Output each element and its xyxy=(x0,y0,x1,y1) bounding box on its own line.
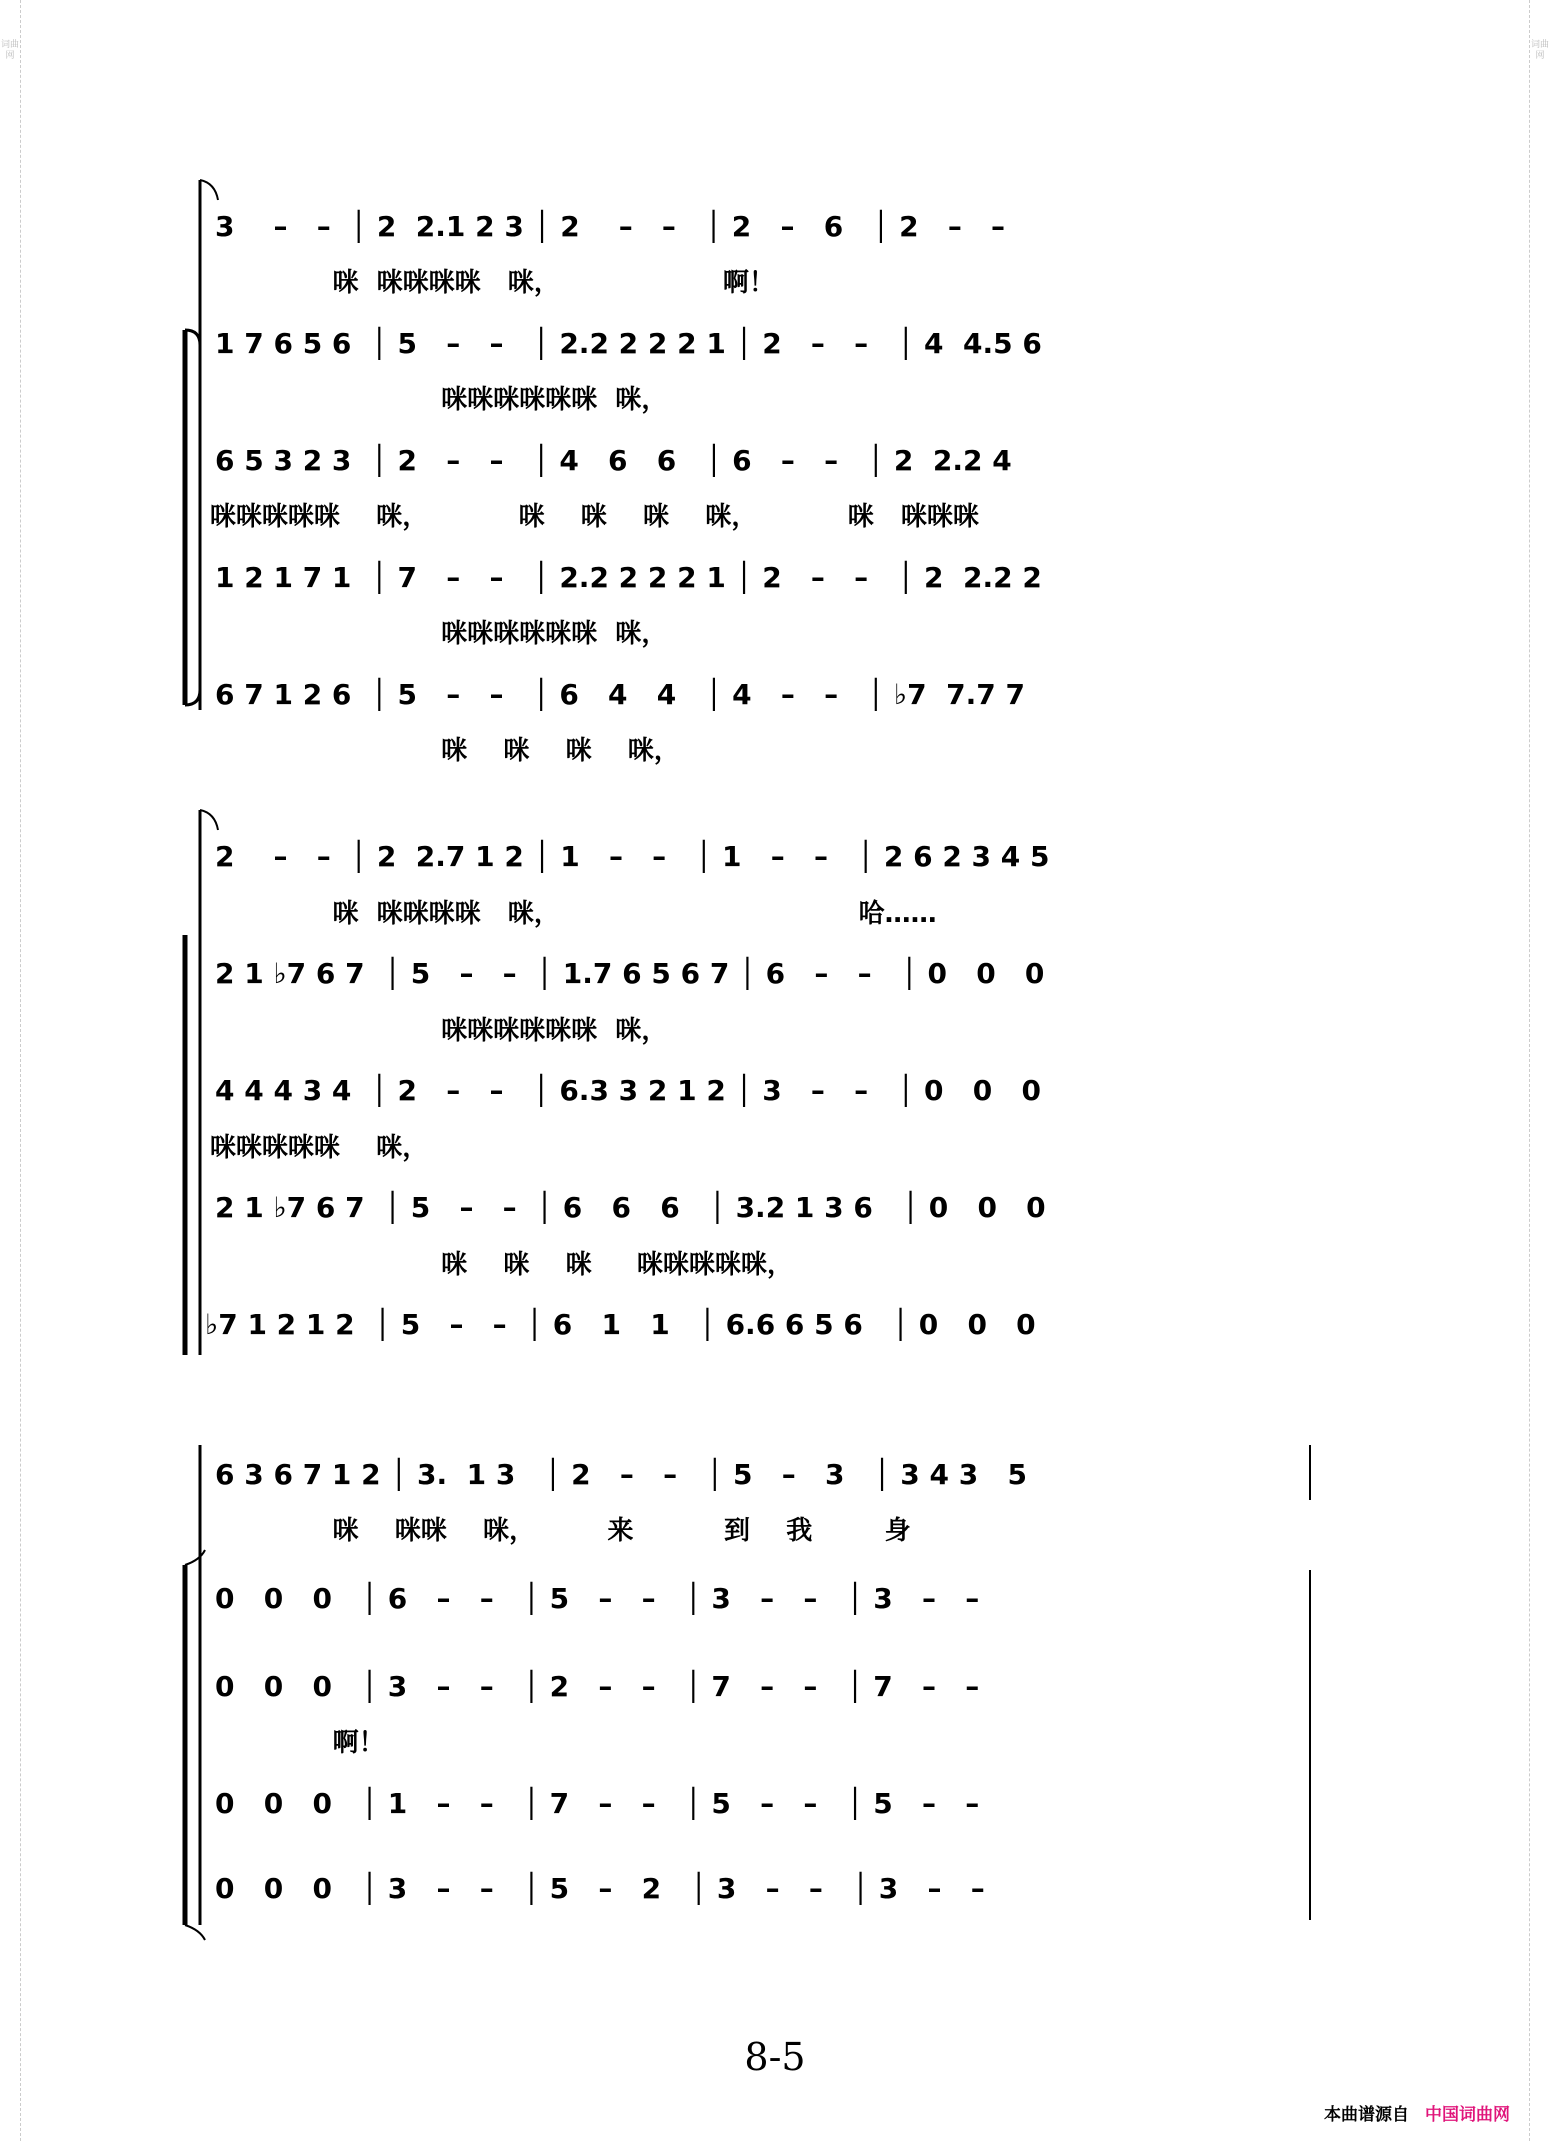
staff-2-1-notes: 2 – – │ 2 2.7 1 2 │ 1 – – │ 1 – – │ 2 6 2 3 4 5 xyxy=(215,840,1050,873)
staff-2-4-notes: 2 1 ♭7 6 7 │ 5 – – │ 6 6 6 │ 3.2 1 3 6 │ 0 0 0 xyxy=(215,1191,1046,1224)
staff-3-4-notes: 0 0 0 │ 1 – – │ 7 – – │ 5 – – │ 5 – – xyxy=(215,1787,980,1820)
edge-watermark-text: 词曲网 xyxy=(0,40,19,61)
staff-1-2-lyrics: 咪咪咪咪咪咪 咪， xyxy=(215,385,668,415)
staff-3-5-notes: 0 0 0 │ 3 – – │ 5 – 2 │ 3 – – │ 3 – – xyxy=(215,1872,985,1905)
staff-3-3-notes: 0 0 0 │ 3 – – │ 2 – – │ 7 – – │ 7 – – xyxy=(215,1670,980,1703)
staff-1-3-lyrics: 咪咪咪咪咪 咪， 咪 咪 咪 咪， 咪 咪咪咪 xyxy=(210,502,980,532)
source-site-link[interactable]: 中国词曲网 xyxy=(1425,2105,1510,2125)
staff-1-3-notes: 6 5 3 2 3 │ 2 – – │ 4 6 6 │ 6 – – │ 2 2.2 4 xyxy=(215,444,1012,477)
edge-watermark-text: 词曲网 xyxy=(1530,40,1549,61)
staff-2-4-lyrics: 咪 咪 咪 咪咪咪咪咪， xyxy=(215,1250,793,1280)
staff-1-4-lyrics: 咪咪咪咪咪咪 咪， xyxy=(215,619,668,649)
staff-2-2-notes: 2 1 ♭7 6 7 │ 5 – – │ 1.7 6 5 6 7 │ 6 – – │ 0 0 0 xyxy=(215,957,1045,990)
staff-1-1-lyrics: 咪 咪咪咪咪 咪， 啊！ xyxy=(215,268,775,298)
staff-1-5-lyrics: 咪 咪 咪 咪， xyxy=(215,736,680,766)
staff-1-4-notes: 1 2 1 7 1 │ 7 – – │ 2.2 2 2 2 1 │ 2 – – │ 2 2.2 2 xyxy=(215,561,1042,594)
page-number: 8-5 xyxy=(744,2035,806,2079)
staff-3-2-notes: 0 0 0 │ 6 – – │ 5 – – │ 3 – – │ 3 – – xyxy=(215,1582,980,1615)
staff-3-1-notes: 6 3 6 7 1 2 │ 3. 1 3 │ 2 – – │ 5 – 3 │ 3 4 3 5 xyxy=(215,1458,1027,1491)
staff-1-1-notes: 3 – – │ 2 2.1 2 3 │ 2 – – │ 2 – 6 │ 2 – – xyxy=(215,210,1006,243)
staff-2-1-lyrics: 咪 咪咪咪咪 咪， 哈…… xyxy=(215,899,937,929)
staff-1-5-notes: 6 7 1 2 6 │ 5 – – │ 6 4 4 │ 4 – – │ ♭7 7.7 7 xyxy=(215,678,1025,711)
source-label: 本曲谱源自 xyxy=(1324,2105,1409,2125)
source-credit xyxy=(1324,2100,1510,2125)
staff-3-3-lyrics: 啊！ xyxy=(215,1728,385,1758)
staff-3-1-lyrics: 咪 咪咪 咪， 来 到 我 身 xyxy=(215,1516,911,1546)
staff-2-2-lyrics: 咪咪咪咪咪咪 咪， xyxy=(215,1016,668,1046)
staff-2-3-notes: 4 4 4 3 4 │ 2 – – │ 6.3 3 2 1 2 │ 3 – – │ 0 0 0 xyxy=(215,1074,1041,1107)
staff-2-5-notes: ♭7 1 2 1 2 │ 5 – – │ 6 1 1 │ 6.6 6 5 6 │ 0 0 0 xyxy=(205,1308,1036,1341)
staff-1-2-notes: 1 7 6 5 6 │ 5 – – │ 2.2 2 2 2 1 │ 2 – – │ 4 4.5 6 xyxy=(215,327,1042,360)
staff-2-3-lyrics: 咪咪咪咪咪 咪， xyxy=(210,1133,429,1163)
